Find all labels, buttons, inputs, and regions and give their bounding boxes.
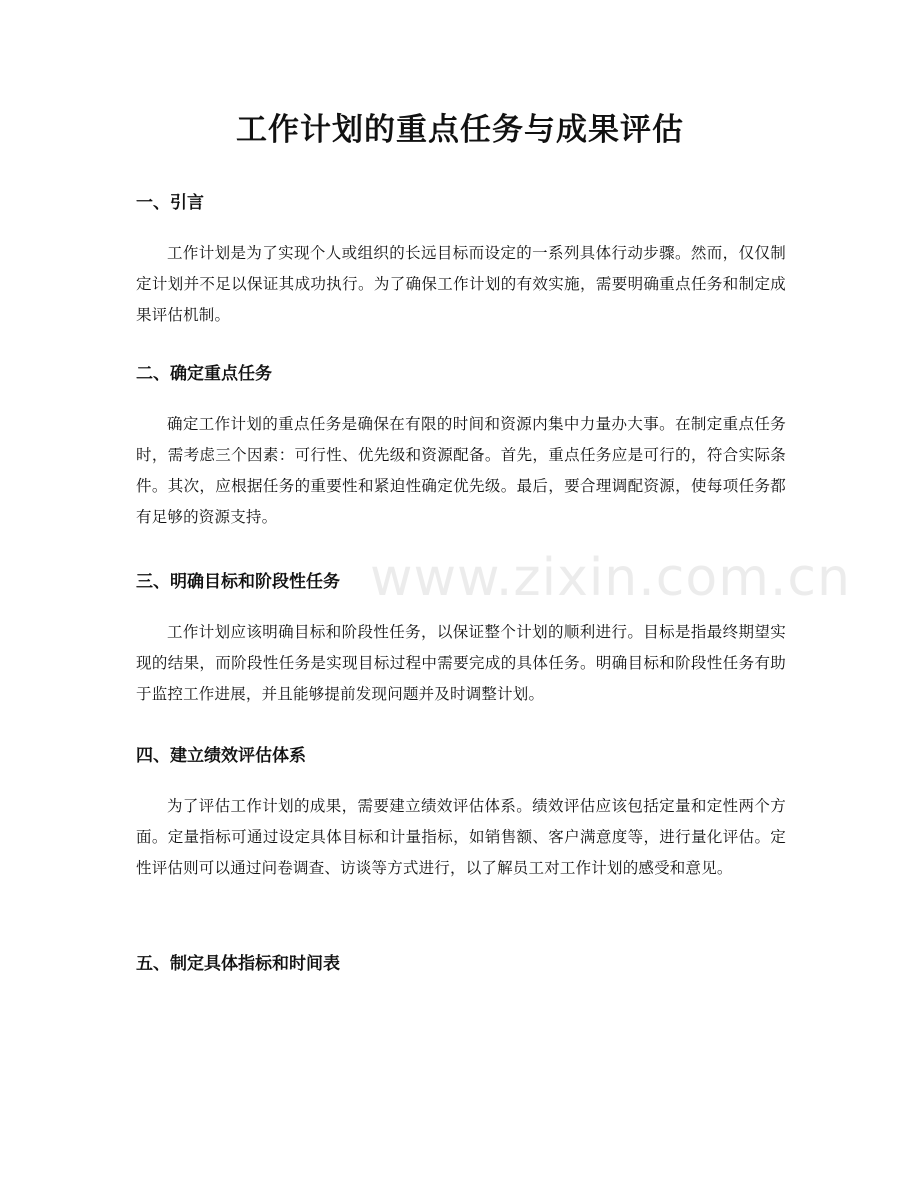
section-key-tasks	[136, 361, 786, 533]
document-title: 工作计划的重点任务与成果评估	[236, 112, 684, 148]
section-performance-evaluation	[136, 743, 786, 884]
watermark: www.zixin.com.cn	[370, 548, 851, 608]
section-introduction	[136, 190, 786, 331]
section-paragraph: 确定工作计划的重点任务是确保在有限的时间和资源内集中力量办大事。在制定重点任务时，需考虑三个因素：可行性、优先级和资源配备。首先，重点任务应是可行的，符合实际条件。其次，应根据任务的重要性和紧迫性确定优先级。最后，要合理调配资源，使每项任务都有足够的资源支持。	[136, 415, 786, 526]
section-heading: 四、建立绩效评估体系	[136, 746, 306, 766]
section-heading: 一、引言	[136, 193, 204, 213]
section-heading: 三、明确目标和阶段性任务	[136, 572, 340, 592]
section-indicators-timeline	[136, 951, 786, 977]
section-heading: 五、制定具体指标和时间表	[136, 954, 340, 974]
section-paragraph: 工作计划是为了实现个人或组织的长远目标而设定的一系列具体行动步骤。然而，仅仅制定计划并不足以保证其成功执行。为了确保工作计划的有效实施，需要明确重点任务和制定成果评估机制。	[136, 244, 786, 324]
section-heading: 二、确定重点任务	[136, 364, 272, 384]
section-paragraph: 为了评估工作计划的成果，需要建立绩效评估体系。绩效评估应该包括定量和定性两个方面。定量指标可通过设定具体目标和计量指标，如销售额、客户满意度等，进行量化评估。定性评估则可以通过问卷调查、访谈等方式进行，以了解员工对工作计划的感受和意见。	[136, 797, 786, 877]
section-paragraph: 工作计划应该明确目标和阶段性任务，以保证整个计划的顺利进行。目标是指最终期望实现的结果，而阶段性任务是实现目标过程中需要完成的具体任务。明确目标和阶段性任务有助于监控工作进展，并且能够提前发现问题并及时调整计划。	[136, 623, 786, 703]
